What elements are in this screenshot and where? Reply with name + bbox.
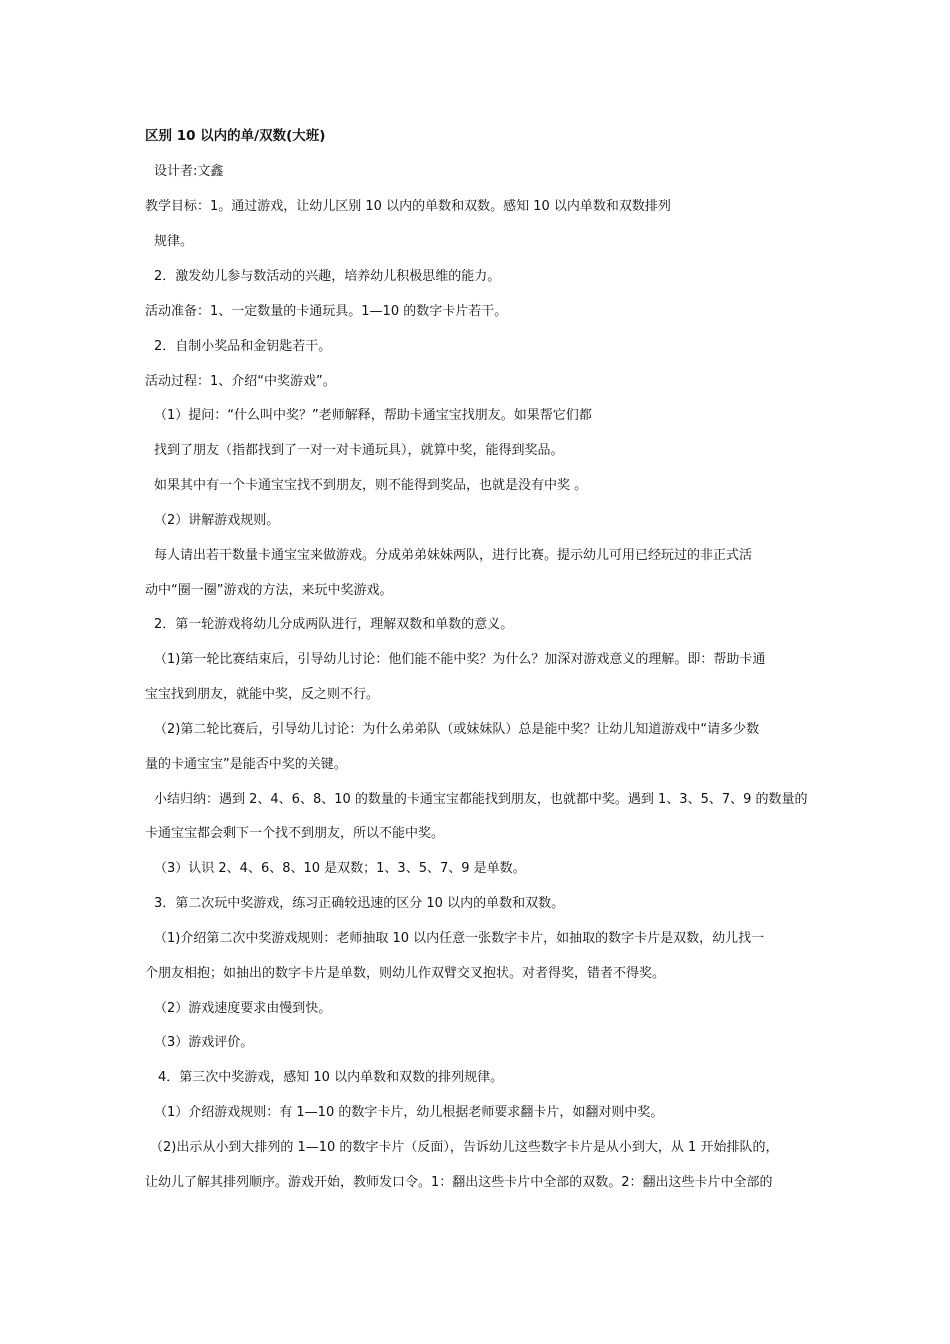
paragraph-line: （3）认识 2、4、6、8、10 是双数；1、3、5、7、9 是单数。: [154, 861, 526, 876]
paragraph-line: （1）介绍游戏规则：有 1—10 的数字卡片，幼儿根据老师要求翻卡片，如翻对则中奖。: [154, 1105, 664, 1120]
paragraph-line: 4．第三次中奖游戏，感知 10 以内单数和双数的排列规律。: [158, 1070, 504, 1085]
paragraph-line: 卡通宝宝都会剩下一个找不到朋友，所以不能中奖。: [145, 826, 445, 841]
paragraph-line: 让幼儿了解其排列顺序。游戏开始，教师发口令。1：翻出这些卡片中全部的双数。2：翻出这些卡片中全部的: [145, 1175, 773, 1190]
paragraph-line: 动中“圈一圈”游戏的方法，来玩中奖游戏。: [145, 583, 393, 598]
paragraph-line: 小结归纳：遇到 2、4、6、8、10 的数量的卡通宝宝都能找到朋友，也就都中奖。遇到 1、3、5、7、9 的数量的: [154, 792, 808, 807]
paragraph-line: （3）游戏评价。: [154, 1035, 254, 1050]
paragraph-line: （1）提问：“什么叫中奖？”老师解释，帮助卡通宝宝找朋友。如果帮它们都: [154, 408, 592, 423]
document-title: 区别 10 以内的单/双数(大班): [145, 128, 326, 144]
paragraph-line: 规律。: [154, 234, 194, 249]
paragraph-line: （2）游戏速度要求由慢到快。: [154, 1001, 332, 1016]
paragraph-line: 2．激发幼儿参与数活动的兴趣，培养幼儿积极思维的能力。: [154, 269, 501, 284]
paragraph-line: 量的卡通宝宝”是能否中奖的关键。: [145, 757, 347, 772]
paragraph-line: （1)第一轮比赛结束后，引导幼儿讨论：他们能不能中奖？为什么？加深对游戏意义的理解。即：帮助卡通: [154, 652, 766, 667]
paragraph-line: 活动准备：1、一定数量的卡通玩具。1—10 的数字卡片若干。: [145, 304, 508, 319]
paragraph-line: 如果其中有一个卡通宝宝找不到朋友，则不能得到奖品，也就是没有中奖 。: [154, 478, 588, 493]
paragraph-line: 活动过程：1、介绍“中奖游戏”。: [145, 374, 336, 389]
paragraph-line: 宝宝找到朋友，就能中奖，反之则不行。: [145, 687, 380, 702]
paragraph-line: （2)出示从小到大排列的 1—10 的数字卡片（反面），告诉幼儿这些数字卡片是从小到大，从 1 开始排队的，: [150, 1140, 779, 1155]
paragraph-line: 2．第一轮游戏将幼儿分成两队进行，理解双数和单数的意义。: [154, 617, 514, 632]
paragraph-line: 教学目标：1。通过游戏，让幼儿区别 10 以内的单数和双数。感知 10 以内单数和双数排列: [145, 199, 671, 214]
paragraph-line: （2)第二轮比赛后，引导幼儿讨论：为什么弟弟队（或妹妹队）总是能中奖？让幼儿知道游戏中“请多少数: [154, 722, 760, 737]
paragraph-line: 每人请出若干数量卡通宝宝来做游戏。分成弟弟妹妹两队，进行比赛。提示幼儿可用已经玩过的非正式活: [154, 548, 753, 563]
paragraph-line: 个朋友相抱；如抽出的数字卡片是单数，则幼儿作双臂交叉抱状。对者得奖，错者不得奖。: [145, 966, 666, 981]
designer-line: 设计者:文鑫: [154, 164, 224, 179]
paragraph-line: （2）讲解游戏规则。: [154, 513, 280, 528]
paragraph-line: （1)介绍第二次中奖游戏规则：老师抽取 10 以内任意一张数字卡片，如抽取的数字卡片是双数，幼儿找一: [154, 931, 765, 946]
paragraph-line: 2．自制小奖品和金钥匙若干。: [154, 339, 332, 354]
paragraph-line: 找到了朋友（指都找到了一对一对卡通玩具），就算中奖，能得到奖品。: [154, 443, 564, 458]
paragraph-line: 3．第二次玩中奖游戏，练习正确较迅速的区分 10 以内的单数和双数。: [154, 896, 565, 911]
